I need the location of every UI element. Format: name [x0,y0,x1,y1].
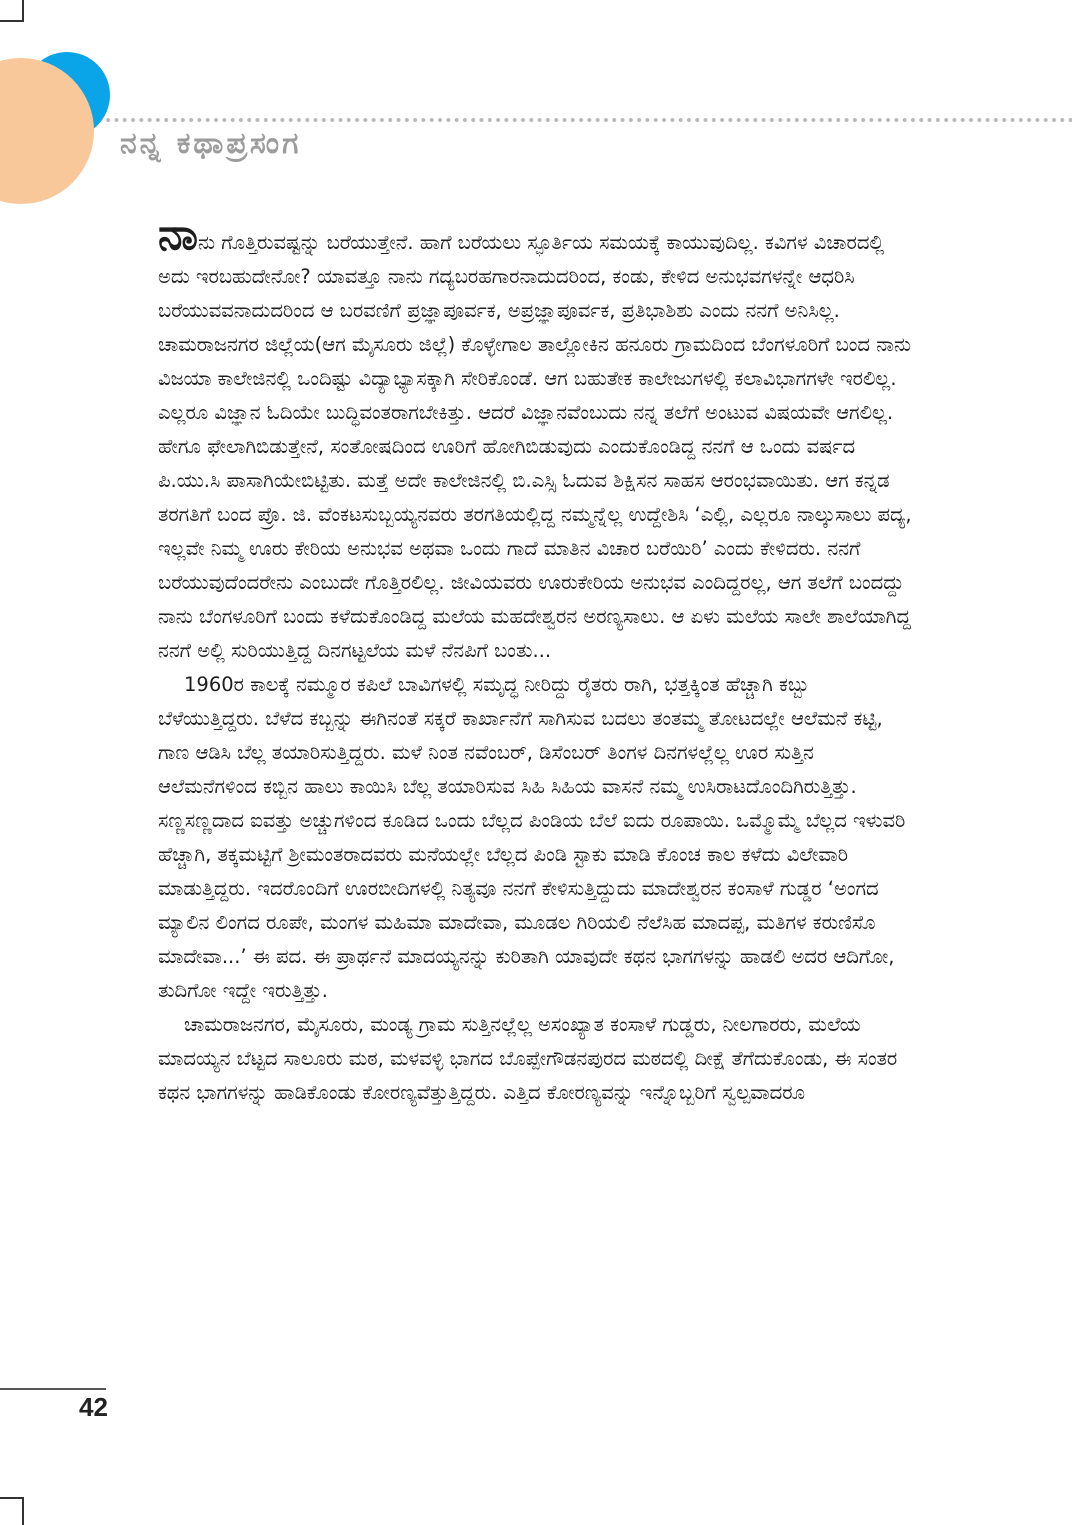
page-number-rule [0,1388,106,1390]
paragraph-2: 1960ರ ಕಾಲಕ್ಕೆ ನಮ್ಮೂರ ಕಪಿಲೆ ಬಾವಿಗಳಲ್ಲಿ ಸಮೃದ್ಧ ನೀರಿದ್ದು ರೈತರು ರಾಗಿ, ಭತ್ತಕ್ಕಿಂತ ಹೆಚ್ಚಾಗಿ ಕಬ್ಬು ಬೆಳೆಯುತ್ತಿದ್ದರು. ಬೆಳೆದ ಕಬ್ಬನ್ನು ಈಗಿನಂತೆ ಸಕ್ಕರೆ ಕಾರ್ಖಾನೆಗೆ ಸಾಗಿಸುವ ಬದಲು ತಂತಮ್ಮ ತೋಟದಲ್ಲೇ ಆಲೆಮನೆ ಕಟ್ಟಿ, ಗಾಣ ಆಡಿಸಿ ಬೆಲ್ಲ ತಯಾರಿಸುತ್ತಿದ್ದರು. ಮಳೆ ನಿಂತ ನವೆಂಬರ್, ಡಿಸೆಂಬರ್ ತಿಂಗಳ ದಿನಗಳಲ್ಲೆಲ್ಲ ಊರ ಸುತ್ತಿನ ಆಲೆಮನೆಗಳಿಂದ ಕಬ್ಬಿನ ಹಾಲು ಕಾಯಿಸಿ ಬೆಲ್ಲ ತಯಾರಿಸುವ ಸಿಹಿ ಸಿಹಿಯ ವಾಸನೆ ನಮ್ಮ ಉಸಿರಾಟದೊಂದಿಗಿರುತ್ತಿತ್ತು. ಸಣ್ಣಸಣ್ಣದಾದ ಐವತ್ತು ಅಚ್ಚುಗಳಿಂದ ಕೂಡಿದ ಒಂದು ಬೆಲ್ಲದ ಪಿಂಡಿಯ ಬೆಲೆ ಐದು ರೂಪಾಯಿ. ಒಮ್ಮೊಮ್ಮೆ ಬೆಲ್ಲದ ಇಳುವರಿ ಹೆಚ್ಚಾಗಿ, ತಕ್ಕಮಟ್ಟಿಗೆ ಶ್ರೀಮಂತರಾದವರು ಮನೆಯಲ್ಲೇ ಬೆಲ್ಲದ ಪಿಂಡಿ ಸ್ಟಾಕು ಮಾಡಿ ಕೊಂಚ ಕಾಲ ಕಳೆದು ವಿಲೇವಾರಿ ಮಾಡುತ್ತಿದ್ದರು. ಇದರೊಂದಿಗೆ ಊರಬೀದಿಗಳಲ್ಲಿ ನಿತ್ಯವೂ ನನಗೆ ಕೇಳಿಸುತ್ತಿದ್ದುದು ಮಾದೇಶ್ವರನ ಕಂಸಾಳೆ ಗುಡ್ಡರ ‘ಅಂಗದ ಮ್ಯಾಲಿನ ಲಿಂಗದ ರೂಪೇ, ಮಂಗಳ ಮಹಿಮಾ ಮಾದೇವಾ, ಮೂಡಲ ಗಿರಿಯಲಿ ನೆಲೆಸಿಹ ಮಾದಪ್ಪ, ಮತಿಗಳ ಕರುಣಿಸೊ ಮಾದೇವಾ...’ ಈ ಪದ. ಈ ಪ್ರಾರ್ಥನೆ ಮಾದಯ್ಯನನ್ನು ಕುರಿತಾಗಿ ಯಾವುದೇ ಕಥನ ಭಾಗಗಳನ್ನು ಹಾಡಲಿ ಅದರ ಆದಿಗೋ, ತುದಿಗೋ ಇದ್ದೇ ಇರುತ್ತಿತ್ತು. [158,673,906,1002]
paragraph-3: ಚಾಮರಾಜನಗರ, ಮೈಸೂರು, ಮಂಡ್ಯ ಗ್ರಾಮ ಸುತ್ತಿನಲ್ಲೆಲ್ಲ ಅಸಂಖ್ಯಾತ ಕಂಸಾಳೆ ಗುಡ್ಡರು, ನೀಲಗಾರರು, ಮಲೆಯ ಮಾದಯ್ಯನ ಬೆಟ್ಟದ ಸಾಲೂರು ಮಠ, ಮಳವಳ್ಳಿ ಭಾಗದ ಬೊಪ್ಪೇಗೌಡನಪುರದ ಮಠದಲ್ಲಿ ದೀಕ್ಷೆ ತೆಗೆದುಕೊಂಡು, ಈ ಸಂತರ ಕಥನ ಭಾಗಗಳನ್ನು ಹಾಡಿಕೊಂಡು ಕೋರಣ್ಯವೆತ್ತುತ್ತಿದ್ದರು. ಎತ್ತಿದ ಕೋರಣ್ಯವನ್ನು ಇನ್ನೊಬ್ಬರಿಗೆ ಸ್ವಲ್ಪವಾದರೂ [158,1013,898,1104]
drop-cap: ನಾ [158,209,198,260]
crop-mark-top-horizontal [0,20,22,22]
paragraph-1 [158,209,912,668]
crop-mark-top-vertical [22,0,24,22]
paragraph-1-text: ನು ಗೊತ್ತಿರುವಷ್ಟನ್ನು ಬರೆಯುತ್ತೇನೆ. ಹಾಗೆ ಬರೆಯಲು ಸ್ಫೂರ್ತಿಯ ಸಮಯಕ್ಕೆ ಕಾಯುವುದಿಲ್ಲ. ಕವಿಗಳ ವಿಚಾರದಲ್ಲಿ ಅದು ಇರಬಹುದೇನೋ? ಯಾವತ್ತೂ ನಾನು ಗದ್ಯಬರಹಗಾರನಾದುದರಿಂದ, ಕಂಡು, ಕೇಳಿದ ಅನುಭವಗಳನ್ನೇ ಆಧರಿಸಿ ಬರೆಯುವವನಾದುದರಿಂದ ಆ ಬರವಣಿಗೆ ಪ್ರಜ್ಞಾಪೂರ್ವಕ, ಅಪ್ರಜ್ಞಾಪೂರ್ವಕ, ಪ್ರತಿಭಾಶಿಶು ಎಂದು ನನಗೆ ಅನಿಸಿಲ್ಲ. ಚಾಮರಾಜನಗರ ಜಿಲ್ಲೆಯ(ಆಗ ಮೈಸೂರು ಜಿಲ್ಲೆ) ಕೊಳ್ಳೇಗಾಲ ತಾಲ್ಲೋಕಿನ ಹನೂರು ಗ್ರಾಮದಿಂದ ಬೆಂಗಳೂರಿಗೆ ಬಂದ ನಾನು ವಿಜಯಾ ಕಾಲೇಜಿನಲ್ಲಿ ಒಂದಿಷ್ಟು ವಿದ್ಯಾಭ್ಯಾಸಕ್ಕಾಗಿ ಸೇರಿಕೊಂಡೆ. ಆಗ ಬಹುತೇಕ ಕಾಲೇಜುಗಳಲ್ಲಿ ಕಲಾವಿಭಾಗಗಳೇ ಇರಲಿಲ್ಲ. ಎಲ್ಲರೂ ವಿಜ್ಞಾನ ಓದಿಯೇ ಬುದ್ಧಿವಂತರಾಗಬೇಕಿತ್ತು. ಆದರೆ ವಿಜ್ಞಾನವೆಂಬುದು ನನ್ನ ತಲೆಗೆ ಅಂಟುವ ವಿಷಯವೇ ಆಗಲಿಲ್ಲ. ಹೇಗೂ ಫೇಲಾಗಿಬಿಡುತ್ತೇನೆ, ಸಂತೋಷದಿಂದ ಊರಿಗೆ ಹೋಗಿಬಿಡುವುದು ಎಂದುಕೊಂಡಿದ್ದ ನನಗೆ ಆ ಒಂದು ವರ್ಷದ ಪಿ.ಯು.ಸಿ ಪಾಸಾಗಿಯೇಬಿಟ್ಟಿತು. ಮತ್ತೆ ಅದೇ ಕಾಲೇಜಿನಲ್ಲಿ ಬಿ.ಎಸ್ಸಿ ಓದುವ ಶಿಕ್ಷಿಸನ ಸಾಹಸ ಆರಂಭವಾಯಿತು. ಆಗ ಕನ್ನಡ ತರಗತಿಗೆ ಬಂದ ಪ್ರೊ. ಜಿ. ವೆಂಕಟಸುಬ್ಬಯ್ಯನವರು ತರಗತಿಯಲ್ಲಿದ್ದ ನಮ್ಮನ್ನೆಲ್ಲ ಉದ್ದೇಶಿಸಿ ‘ಎಲ್ಲಿ, ಎಲ್ಲರೂ ನಾಲ್ಕುಸಾಲು ಪದ್ಯ, ಇಲ್ಲವೇ ನಿಮ್ಮ ಊರು ಕೇರಿಯ ಅನುಭವ ಅಥವಾ ಒಂದು ಗಾದೆ ಮಾತಿನ ವಿಚಾರ ಬರೆಯಿರಿ’ ಎಂದು ಕೇಳಿದರು. ನನಗೆ ಬರೆಯುವುದೆಂದರೇನು ಎಂಬುದೇ ಗೊತ್ತಿರಲಿಲ್ಲ. ಜೀವಿಯವರು ಊರುಕೇರಿಯ ಅನುಭವ ಎಂದಿದ್ದರಲ್ಲ, ಆಗ ತಲೆಗೆ ಬಂದದ್ದು ನಾನು ಬೆಂಗಳೂರಿಗೆ ಬಂದು ಕಳೆದುಕೊಂಡಿದ್ದ ಮಲೆಯ ಮಹದೇಶ್ವರನ ಅರಣ್ಯಸಾಲು. ಆ ಏಳು ಮಲೆಯ ಸಾಲೇ ಶಾಲೆಯಾಗಿದ್ದ ನನಗೆ ಅಲ್ಲಿ ಸುರಿಯುತ್ತಿದ್ದ ದಿನಗಟ್ಟಲೆಯ ಮಳೆ ನೆನಪಿಗೆ ಬಂತು... [158,231,912,662]
crop-mark-bottom-vertical [22,1497,24,1525]
crop-mark-bottom-horizontal [0,1497,22,1499]
page-number: 42 [79,1392,108,1422]
article-body [158,209,912,1418]
section-title: ನನ್ನ ಕಥಾಪ್ರಸಂಗ [120,126,302,161]
